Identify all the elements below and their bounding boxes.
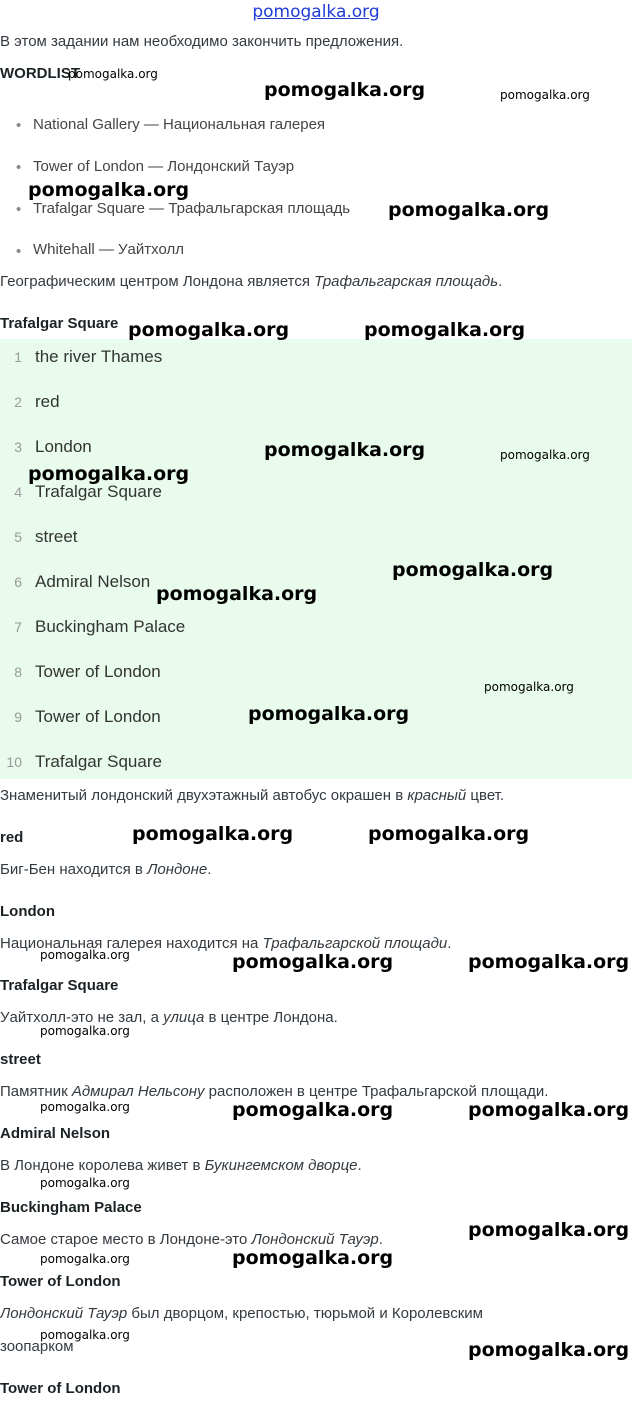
sentence-text: Географическим центром Лондона является Трафальгарская площадь.: [0, 273, 503, 290]
wordlist-item: Whitehall — Уайтхолл: [33, 241, 184, 258]
answer-item: street: [35, 527, 78, 546]
watermark: pomogalka.org: [484, 680, 574, 694]
watermark: pomogalka.org: [364, 319, 526, 341]
watermark: pomogalka.org: [232, 1247, 394, 1269]
watermark: pomogalka.org: [28, 463, 190, 485]
watermark: pomogalka.org: [68, 67, 158, 81]
answer-item: London: [35, 437, 92, 456]
answer-item: Trafalgar Square: [35, 752, 162, 771]
watermark: pomogalka.org: [264, 79, 426, 101]
answer-item: Tower of London: [35, 707, 161, 726]
sentence-text: Памятник Адмирал Нельсону расположен в центре Трафальгарской площади.: [0, 1083, 549, 1100]
wordlist-title: WORDLIST: [0, 65, 80, 82]
watermark: pomogalka.org: [232, 1099, 394, 1121]
answer-number: 10: [6, 754, 22, 770]
watermark: pomogalka.org: [264, 439, 426, 461]
answer-label: street: [0, 1051, 41, 1068]
watermark: pomogalka.org: [156, 583, 318, 605]
sentence-text: Уайтхолл-это не зал, а улица в центре Лондона.: [0, 1009, 338, 1026]
watermark: pomogalka.org: [468, 1219, 630, 1241]
watermark: pomogalka.org: [500, 448, 590, 462]
answer-label: Trafalgar Square: [0, 315, 119, 332]
watermark: pomogalka.org: [388, 199, 550, 221]
watermark: pomogalka.org: [468, 951, 630, 973]
answer-item: red: [35, 392, 60, 411]
watermark: pomogalka.org: [128, 319, 290, 341]
answer-item: Buckingham Palace: [35, 617, 186, 636]
sentence-text: Национальная галерея находится на Трафальгарской площади.: [0, 935, 452, 952]
answer-label: Tower of London: [0, 1273, 121, 1290]
watermark: pomogalka.org: [40, 1176, 130, 1190]
wordlist-item: Tower of London — Лондонский Тауэр: [33, 158, 295, 175]
watermark: pomogalka.org: [40, 1252, 130, 1266]
answer-label: Admiral Nelson: [0, 1125, 111, 1142]
answer-label: red: [0, 829, 24, 846]
answer-label: London: [0, 903, 55, 920]
answer-item: the river Thames: [35, 347, 163, 366]
watermark: pomogalka.org: [500, 88, 590, 102]
answer-number: 1: [14, 349, 22, 365]
answer-label: Trafalgar Square: [0, 977, 119, 994]
watermark: pomogalka.org: [392, 559, 554, 581]
answer-number: 4: [14, 484, 22, 500]
answer-number: 3: [14, 439, 22, 455]
wordlist-item: National Gallery — Национальная галерея: [33, 116, 326, 133]
answer-number: 8: [14, 664, 22, 680]
bullet-icon: •: [16, 117, 22, 134]
answer-item: Tower of London: [35, 662, 161, 681]
watermark: pomogalka.org: [132, 823, 294, 845]
watermark: pomogalka.org: [40, 1328, 130, 1342]
answer-number: 6: [14, 574, 22, 590]
sentence-text: Самое старое место в Лондоне-это Лондонский Тауэр.: [0, 1231, 383, 1248]
watermark: pomogalka.org: [468, 1339, 630, 1361]
watermark: pomogalka.org: [28, 179, 190, 201]
bullet-icon: •: [16, 201, 22, 218]
sentence-text-continued: зоопарком: [0, 1338, 74, 1355]
answer-number: 7: [14, 619, 22, 635]
watermark: pomogalka.org: [248, 703, 410, 725]
site-link[interactable]: pomogalka.org: [252, 2, 380, 22]
bullet-icon: •: [16, 159, 22, 176]
answer-number: 2: [14, 394, 22, 410]
answer-number: 9: [14, 709, 22, 725]
sentence-text: Знаменитый лондонский двухэтажный автобус окрашен в красный цвет.: [0, 787, 505, 804]
watermark: pomogalka.org: [40, 1100, 130, 1114]
sentence-text: В Лондоне королева живет в Букингемском дворце.: [0, 1157, 362, 1174]
answer-number: 5: [14, 529, 22, 545]
sentence-text: Лондонский Тауэр был дворцом, крепостью, тюрьмой и Королевским: [0, 1305, 483, 1322]
watermark: pomogalka.org: [468, 1099, 630, 1121]
watermark: pomogalka.org: [40, 948, 130, 962]
sentence-text: Биг-Бен находится в Лондоне.: [0, 861, 212, 878]
answer-label: Buckingham Palace: [0, 1199, 142, 1216]
watermark: pomogalka.org: [40, 1024, 130, 1038]
bullet-icon: •: [16, 243, 22, 260]
watermark: pomogalka.org: [368, 823, 530, 845]
intro-text: В этом задании нам необходимо закончить предложения.: [0, 33, 404, 50]
watermark: pomogalka.org: [232, 951, 394, 973]
wordlist-item: Trafalgar Square — Трафальгарская площадь: [33, 200, 351, 217]
answer-item: Admiral Nelson: [35, 572, 151, 591]
answer-item: Trafalgar Square: [35, 482, 162, 501]
answer-label: Tower of London: [0, 1380, 121, 1397]
